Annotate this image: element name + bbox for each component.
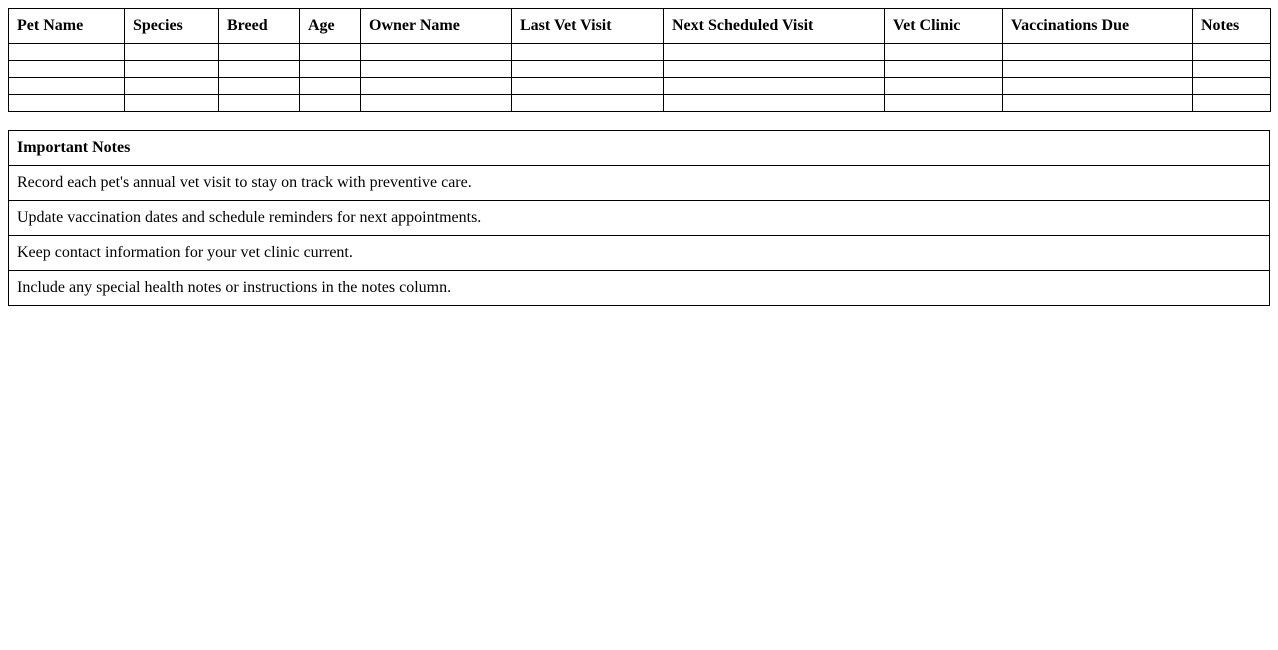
table-cell [9,78,125,95]
table-row [9,44,1271,61]
table-cell [125,95,219,112]
important-notes-table [8,130,1270,306]
table-cell [1193,95,1271,112]
table-cell [219,78,300,95]
table-cell [9,61,125,78]
note-text: Record each pet's annual vet visit to stay on track with preventive care. [9,166,1270,201]
table-cell [1003,61,1193,78]
note-text: Include any special health notes or instructions in the notes column. [9,271,1270,306]
table-cell [361,44,512,61]
column-header-last-vet-visit: Last Vet Visit [512,9,664,44]
table-cell [512,95,664,112]
column-header-species: Species [125,9,219,44]
column-header-vet-clinic: Vet Clinic [885,9,1003,44]
table-cell [885,78,1003,95]
table-cell [512,44,664,61]
column-header-notes: Notes [1193,9,1271,44]
table-header-row [9,9,1271,44]
table-cell [219,44,300,61]
list-item [9,236,1270,271]
table-cell [361,95,512,112]
table-cell [361,78,512,95]
table-cell [1003,95,1193,112]
table-cell [361,61,512,78]
table-cell [300,78,361,95]
table-row [9,95,1271,112]
pet-records-table [8,8,1271,112]
note-text: Keep contact information for your vet clinic current. [9,236,1270,271]
list-item [9,271,1270,306]
table-cell [1193,44,1271,61]
column-header-vaccinations-due: Vaccinations Due [1003,9,1193,44]
table-cell [125,44,219,61]
table-cell [512,78,664,95]
column-header-breed: Breed [219,9,300,44]
table-cell [125,61,219,78]
table-cell [1003,44,1193,61]
table-cell [300,44,361,61]
table-cell [885,61,1003,78]
table-cell [664,44,885,61]
column-header-next-scheduled-visit: Next Scheduled Visit [664,9,885,44]
notes-header-row [9,131,1270,166]
table-cell [885,44,1003,61]
column-header-age: Age [300,9,361,44]
table-cell [512,61,664,78]
table-cell [664,61,885,78]
list-item [9,201,1270,236]
table-cell [9,95,125,112]
table-cell [1193,61,1271,78]
table-row [9,78,1271,95]
list-item [9,166,1270,201]
table-row [9,61,1271,78]
table-cell [300,61,361,78]
table-cell [1003,78,1193,95]
column-header-pet-name: Pet Name [9,9,125,44]
table-cell [664,78,885,95]
table-cell [125,78,219,95]
table-cell [664,95,885,112]
note-text: Update vaccination dates and schedule reminders for next appointments. [9,201,1270,236]
important-notes-title: Important Notes [9,131,1270,166]
table-cell [1193,78,1271,95]
table-cell [219,95,300,112]
table-cell [219,61,300,78]
table-cell [9,44,125,61]
column-header-owner-name: Owner Name [361,9,512,44]
table-cell [300,95,361,112]
table-cell [885,95,1003,112]
